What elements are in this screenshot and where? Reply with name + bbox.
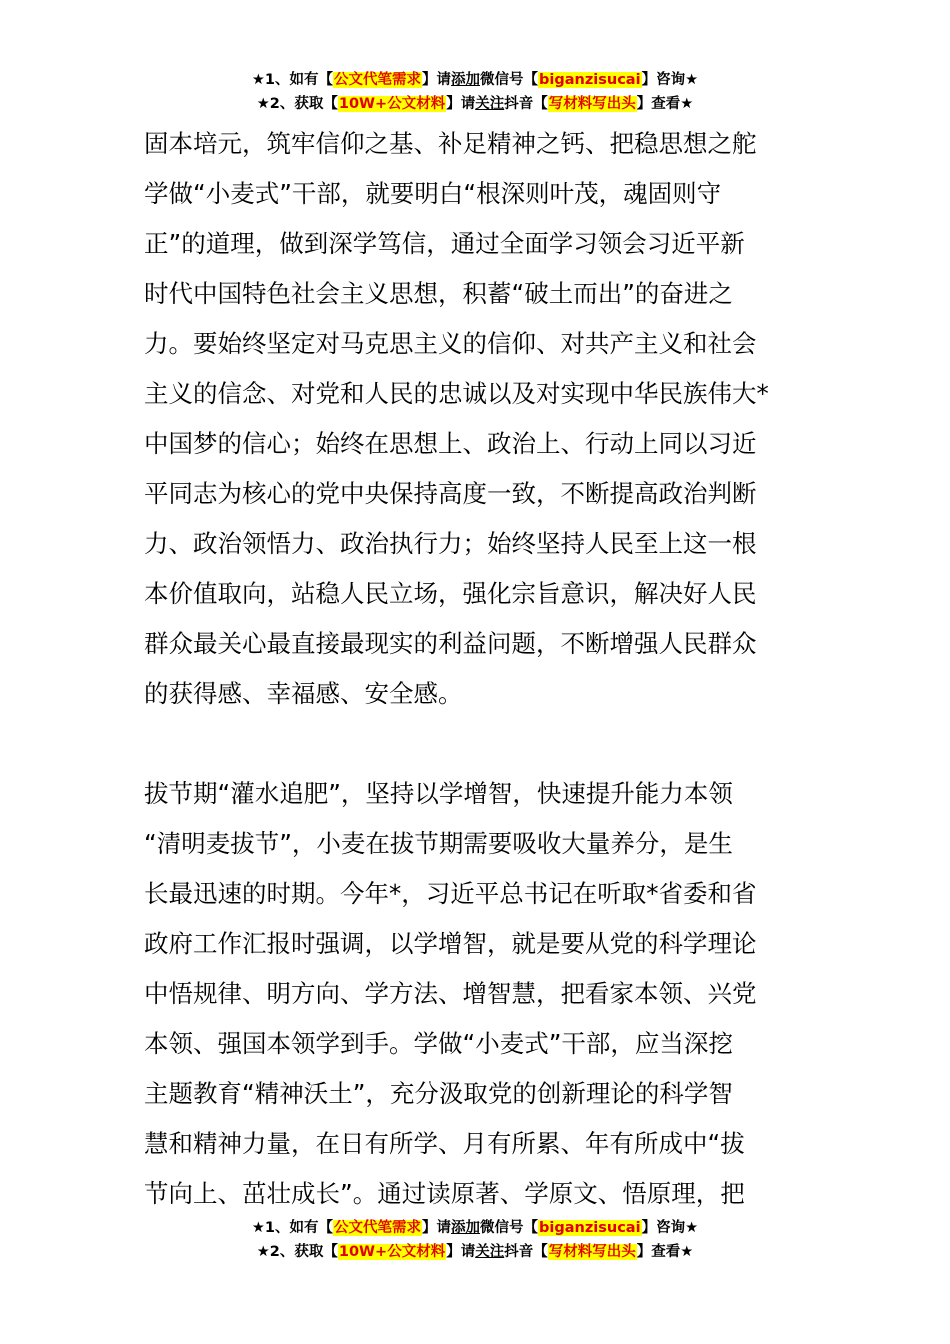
banner-text: 抖音【 <box>504 1244 548 1260</box>
banner-text: 】咨询★ <box>641 1220 699 1236</box>
paragraph-gap <box>144 719 809 769</box>
banner-highlight: 写材料写出头 <box>548 96 636 112</box>
text-line: 拔节期“灌水追肥”，坚持以学增智，快速提升能力本领 <box>144 779 733 808</box>
text-line: 群众最关心最直接最现实的利益问题，不断增强人民群众 <box>144 629 757 658</box>
text-line: 正”的道理，做到深学笃信，通过全面学习领会习近平新 <box>144 229 745 258</box>
banner-text: 微信号【 <box>480 72 539 88</box>
text-line: “清明麦拔节”，小麦在拔节期需要吸收大量养分，是生 <box>144 829 733 858</box>
header-banner <box>0 68 950 116</box>
banner-line-1 <box>0 68 950 92</box>
paragraph-2 <box>144 769 809 1219</box>
banner-text: 】请 <box>422 1220 452 1236</box>
text-line: 本价值取向，站稳人民立场，强化宗旨意识，解决好人民 <box>144 579 757 608</box>
banner-underlined-text: 添加 <box>451 1220 481 1236</box>
text-line: 中国梦的信心；始终在思想上、政治上、行动上同以习近 <box>144 429 757 458</box>
banner-text: 】查看★ <box>636 1244 694 1260</box>
banner-text: 】查看★ <box>636 96 694 112</box>
text-line: 节向上、茁壮成长”。通过读原著、学原文、悟原理，把 <box>144 1179 745 1208</box>
banner-highlight: 10W+公文材料 <box>338 96 446 112</box>
paragraph-1 <box>144 119 809 719</box>
text-line: 平同志为核心的党中央保持高度一致，不断提高政治判断 <box>144 479 757 508</box>
banner-line-2 <box>0 92 950 116</box>
banner-highlight: 公文代笔需求 <box>334 72 422 88</box>
banner-underlined-text: 关注 <box>475 1244 505 1260</box>
banner-text: 】请 <box>446 1244 476 1260</box>
text-line: 学做“小麦式”干部，就要明白“根深则叶茂，魂固则守 <box>144 179 722 208</box>
banner-text: 】咨询★ <box>641 72 699 88</box>
text-line: 中悟规律、明方向、学方法、增智慧，把看家本领、兴党 <box>144 979 757 1008</box>
banner-underlined-text: 关注 <box>475 96 505 112</box>
banner-text: ★2、获取【 <box>256 1244 338 1260</box>
text-line: 力。要始终坚定对马克思主义的信仰、对共产主义和社会 <box>144 329 757 358</box>
text-line: 固本培元，筑牢信仰之基、补足精神之钙、把稳思想之舵 <box>144 129 757 158</box>
banner-text: 】请 <box>446 96 476 112</box>
text-line: 时代中国特色社会主义思想，积蓄“破土而出”的奋进之 <box>144 279 733 308</box>
banner-line-1 <box>0 1216 950 1240</box>
banner-line-2 <box>0 1240 950 1264</box>
banner-text: 微信号【 <box>480 1220 539 1236</box>
document-body <box>144 119 809 1219</box>
banner-underlined-text: 添加 <box>451 72 481 88</box>
banner-highlight: biganzisucai <box>539 1220 641 1236</box>
banner-text: ★1、如有【 <box>251 72 334 88</box>
text-line: 主题教育“精神沃土”，充分汲取党的创新理论的科学智 <box>144 1079 733 1108</box>
text-line: 的获得感、幸福感、安全感。 <box>144 679 463 708</box>
text-line: 慧和精神力量，在日有所学、月有所累、年有所成中“拔 <box>144 1129 745 1158</box>
text-line: 力、政治领悟力、政治执行力；始终坚持人民至上这一根 <box>144 529 757 558</box>
banner-highlight: biganzisucai <box>539 72 641 88</box>
banner-text: 】请 <box>422 72 452 88</box>
text-line: 本领、强国本领学到手。学做“小麦式”干部，应当深挖 <box>144 1029 733 1058</box>
banner-text: ★1、如有【 <box>251 1220 334 1236</box>
footer-banner <box>0 1216 950 1264</box>
banner-highlight: 10W+公文材料 <box>338 1244 446 1260</box>
banner-highlight: 写材料写出头 <box>548 1244 636 1260</box>
banner-text: ★2、获取【 <box>256 96 338 112</box>
banner-highlight: 公文代笔需求 <box>334 1220 422 1236</box>
text-line: 主义的信念、对党和人民的忠诚以及对实现中华民族伟大* <box>144 379 769 408</box>
text-line: 政府工作汇报时强调，以学增智，就是要从党的科学理论 <box>144 929 757 958</box>
banner-text: 抖音【 <box>504 96 548 112</box>
text-line: 长最迅速的时期。今年*，习近平总书记在听取*省委和省 <box>144 879 757 908</box>
